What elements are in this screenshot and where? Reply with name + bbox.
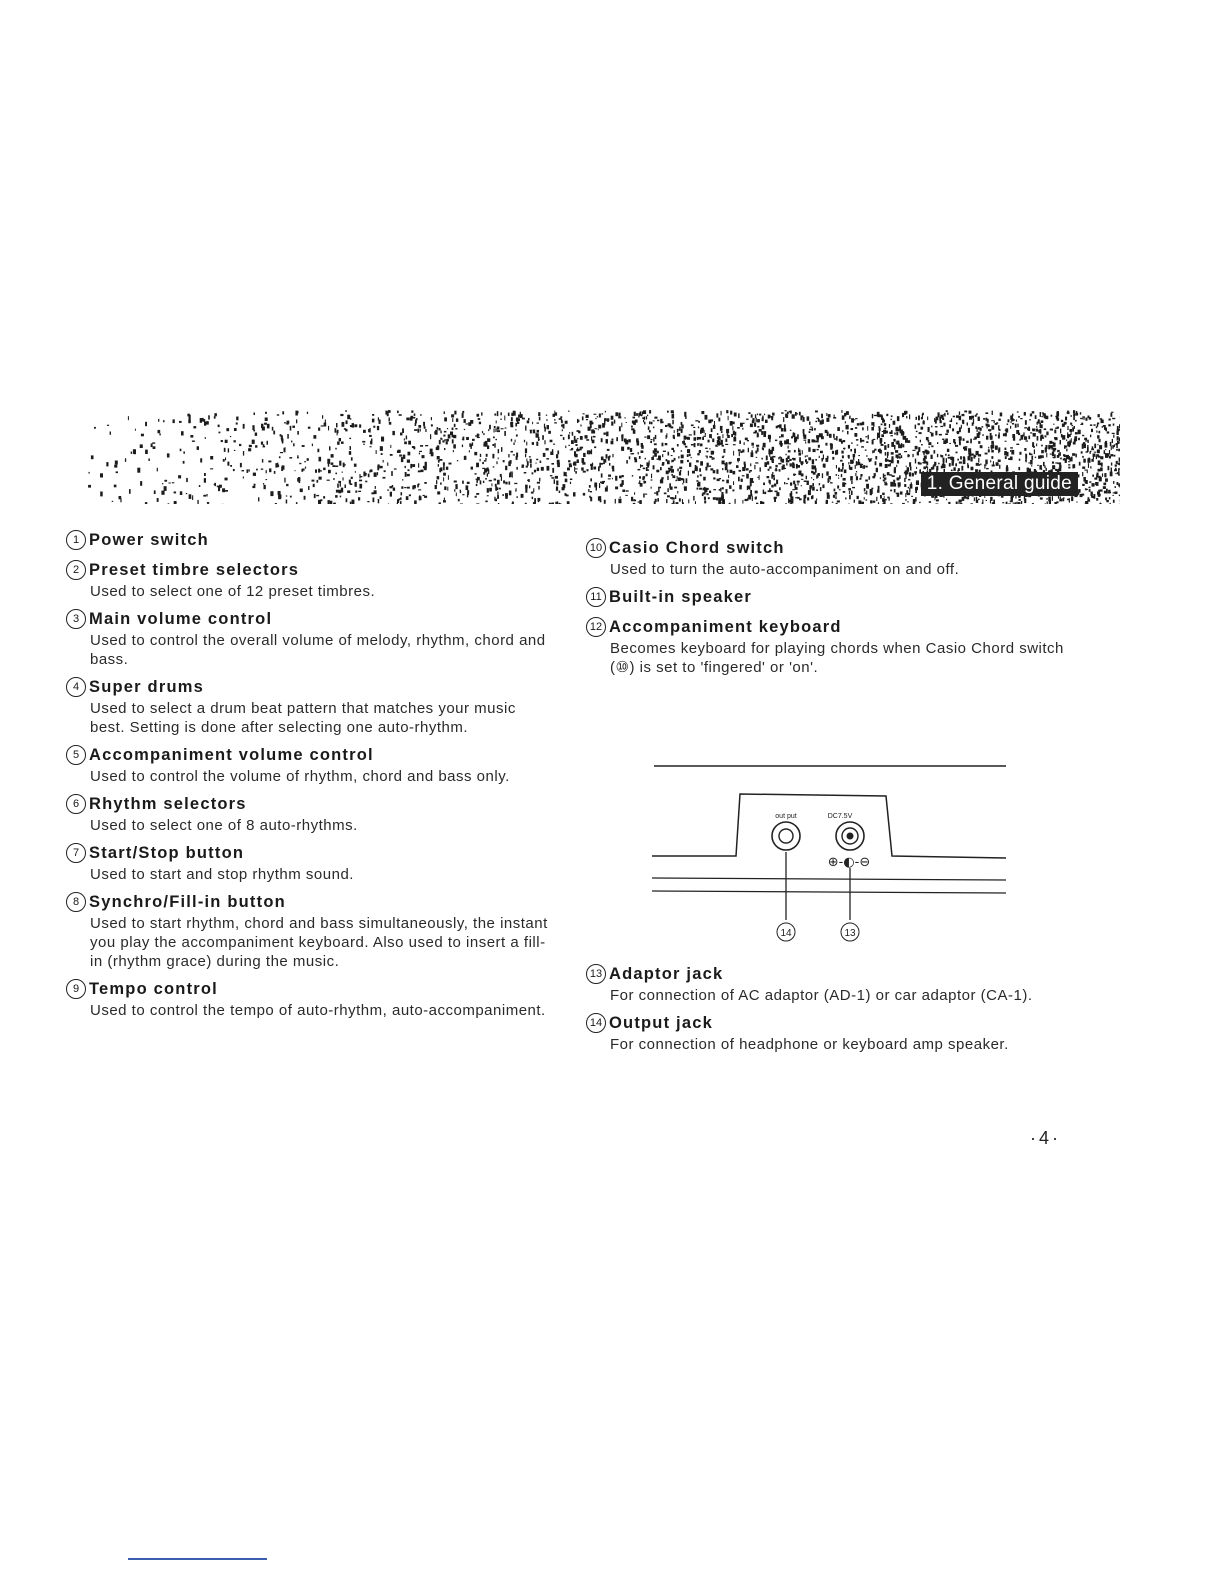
footer-rule [128, 1558, 267, 1560]
guide-item-accompaniment-keyboard [586, 615, 1066, 677]
item-title: Rhythm selectors [89, 795, 247, 813]
item-title: Built-in speaker [609, 588, 752, 606]
panel-outline [652, 794, 1006, 858]
item-description: Used to control the overall volume of melody, rhythm, chord and bass. [90, 632, 546, 668]
jack-panel-diagram [648, 760, 1008, 950]
item-description: Used to select a drum beat pattern that matches your music best. Setting is done after selecting one auto-rhythm. [90, 700, 516, 736]
guide-item-rhythm-selectors [66, 792, 550, 835]
item-title: Preset timbre selectors [89, 561, 300, 579]
item-description: Used to start and stop rhythm sound. [90, 866, 354, 883]
guide-item-power-switch [66, 528, 550, 552]
guide-item-output-jack [586, 1011, 1066, 1054]
guide-item-tempo-control [66, 977, 550, 1020]
item-description: Becomes keyboard for playing chords when Casio Chord switch (⑩) is set to 'fingered' or 'on'. [610, 640, 1064, 676]
panel-line [652, 891, 1006, 893]
guide-item-built-in-speaker [586, 585, 1066, 609]
item-number-badge: 13 [586, 964, 606, 984]
section-banner [88, 410, 1120, 504]
item-title: Main volume control [89, 610, 273, 628]
guide-item-adaptor-jack [586, 962, 1066, 1005]
adaptor-jack-label: DC7.5V [827, 813, 853, 820]
item-number-badge: 14 [586, 1013, 606, 1033]
item-title: Tempo control [89, 980, 218, 998]
item-title: Super drums [89, 678, 204, 696]
guide-item-preset-timbre-selectors [66, 558, 550, 601]
item-description: Used to turn the auto-accompaniment on and off. [610, 561, 960, 578]
item-number-badge: 1 [66, 530, 86, 550]
item-title: Power switch [89, 531, 209, 549]
item-title: Adaptor jack [609, 965, 724, 983]
guide-item-accompaniment-volume-control [66, 743, 550, 786]
item-title: Synchro/Fill-in button [89, 893, 286, 911]
guide-item-main-volume-control [66, 607, 550, 669]
panel-line [652, 878, 1006, 880]
item-number-badge: 5 [66, 745, 86, 765]
callout-number-13: 13 [844, 928, 856, 939]
right-column-top [586, 536, 1066, 683]
left-column [66, 528, 550, 1026]
item-description: For connection of AC adaptor (AD-1) or car adaptor (CA-1). [610, 987, 1033, 1004]
item-number-badge: 10 [586, 538, 606, 558]
item-description: Used to start rhythm, chord and bass simultaneously, the instant you play the accompaniment keyboard. Also used to insert a fill-in (rhythm grace) during the music. [90, 915, 548, 970]
item-description: Used to control the volume of rhythm, chord and bass only. [90, 768, 510, 785]
item-title: Casio Chord switch [609, 539, 785, 557]
item-number-badge: 9 [66, 979, 86, 999]
item-number-badge: 8 [66, 892, 86, 912]
item-number-badge: 7 [66, 843, 86, 863]
guide-item-casio-chord-switch [586, 536, 1066, 579]
output-jack-icon [772, 822, 800, 850]
item-description: For connection of headphone or keyboard amp speaker. [610, 1036, 1009, 1053]
item-title: Start/Stop button [89, 844, 245, 862]
page-number: ·4· [1030, 1128, 1061, 1148]
item-number-badge: 6 [66, 794, 86, 814]
item-number-badge: 11 [586, 587, 606, 607]
item-description: Used to control the tempo of auto-rhythm, auto-accompaniment. [90, 1002, 546, 1019]
output-jack-label: out put [775, 813, 797, 820]
item-title: Accompaniment volume control [89, 746, 374, 764]
item-number-badge: 2 [66, 560, 86, 580]
item-description: Used to select one of 12 preset timbres. [90, 583, 376, 600]
item-number-badge: 3 [66, 609, 86, 629]
item-number-badge: 4 [66, 677, 86, 697]
guide-item-synchro-fill-in-button [66, 890, 550, 971]
polarity-symbol: ⊕-◐-⊖ [827, 855, 871, 870]
item-title: Output jack [609, 1014, 713, 1032]
callout-number-14: 14 [780, 928, 792, 939]
item-number-badge: 12 [586, 617, 606, 637]
jack-panel-illustration [648, 760, 1008, 950]
guide-item-start-stop-button [66, 841, 550, 884]
right-column-bottom [586, 962, 1066, 1060]
item-description: Used to select one of 8 auto-rhythms. [90, 817, 358, 834]
section-label: 1. General guide [921, 472, 1078, 496]
guide-item-super-drums [66, 675, 550, 737]
item-title: Accompaniment keyboard [609, 618, 842, 636]
